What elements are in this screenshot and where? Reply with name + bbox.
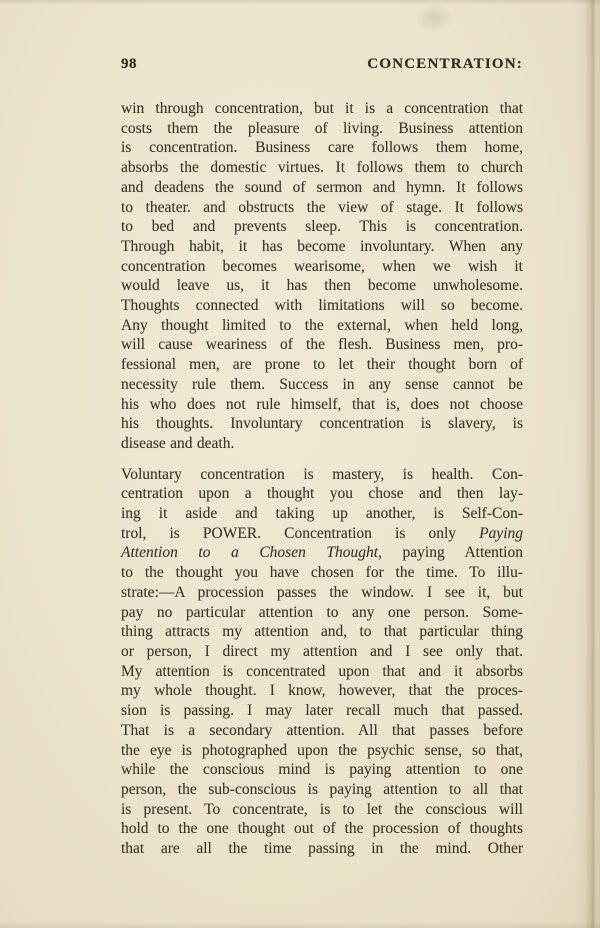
text-line: Thoughts connected with limitations will so become. xyxy=(121,297,523,315)
text-line: Attention to a Chosen Thought, paying Attention xyxy=(121,544,523,562)
text-line: thing attracts my attention and, to that particular thing xyxy=(121,623,523,641)
text-line: sion is passing. I may later recall much that passed. xyxy=(121,702,523,720)
text-line: Through habit, it has become involuntary. When any xyxy=(121,237,523,255)
page-edge-top-shadow xyxy=(0,0,600,5)
text-line: while the conscious mind is paying attention to one xyxy=(121,761,523,779)
text-line: trol, is POWER. Concentration is only Paying xyxy=(121,524,523,542)
text-line: the eye is photographed upon the psychic sense, so that, xyxy=(121,741,523,759)
text-line: would leave us, it has then become unwholesome. xyxy=(121,277,523,295)
text-line: That is a secondary attention. All that passes before xyxy=(121,721,523,739)
text-line: to bed and prevents sleep. This is concentration. xyxy=(121,218,523,236)
page-edge-right-shadow xyxy=(574,0,600,928)
text-line: disease and death. xyxy=(121,434,235,452)
text-line: win through concentration, but it is a concentration that xyxy=(121,100,523,117)
text-line: Any thought limited to the external, when held long, xyxy=(121,316,523,334)
text-line: pay no particular attention to any one person. Some- xyxy=(121,603,523,621)
text-line: necessity rule them. Success in any sense cannot be xyxy=(121,375,523,393)
paragraph xyxy=(121,99,523,454)
page-smudge xyxy=(415,2,453,34)
text-line: and deadens the sound of sermon and hymn. It follows xyxy=(121,178,523,196)
page-number: 98 xyxy=(121,56,137,72)
running-title: CONCENTRATION: xyxy=(367,56,523,72)
text-line: fessional men, are prone to let their thought born of xyxy=(121,356,523,374)
text-line: to the thought you have chosen for the time. To illu- xyxy=(121,564,523,582)
text-line: person, the sub-conscious is paying attention to all that xyxy=(121,780,523,798)
text-line: will cause weariness of the flesh. Business men, pro- xyxy=(121,336,523,354)
page-body xyxy=(121,99,523,859)
text-line: strate:—A procession passes the window. I see it, but xyxy=(121,583,523,601)
text-line: my whole thought. I know, however, that the proces- xyxy=(121,682,523,700)
text-line: Voluntary concentration is mastery, is health. Con- xyxy=(121,465,523,483)
text-line: is present. To concentrate, is to let the conscious will xyxy=(121,800,523,818)
text-line: ing it aside and taking up another, is Self-Con- xyxy=(121,505,523,523)
text-line: or person, I direct my attention and I see only that. xyxy=(121,642,523,660)
text-line: centration upon a thought you chose and then lay- xyxy=(121,485,523,503)
paragraph xyxy=(121,465,523,859)
text-line: hold to the one thought out of the procession of thoughts xyxy=(121,820,523,838)
text-line: My attention is concentrated upon that and it absorbs xyxy=(121,662,523,680)
text-line: to theater. and obstructs the view of stage. It follows xyxy=(121,198,523,216)
page-edge-bottom-shadow xyxy=(0,921,600,928)
text-line: absorbs the domestic virtues. It follows them to church xyxy=(121,159,523,177)
text-line: his thoughts. Involuntary concentration is slavery, is xyxy=(121,415,523,433)
text-line: is concentration. Business care follows them home, xyxy=(121,139,523,157)
page-header xyxy=(121,56,523,73)
text-line: his who does not rule himself, that is, does not choose xyxy=(121,395,523,413)
text-line: concentration becomes wearisome, when we wish it xyxy=(121,257,523,275)
text-line: that are all the time passing in the mind. Other xyxy=(121,840,523,858)
text-line: costs them the pleasure of living. Business attention xyxy=(121,119,523,137)
